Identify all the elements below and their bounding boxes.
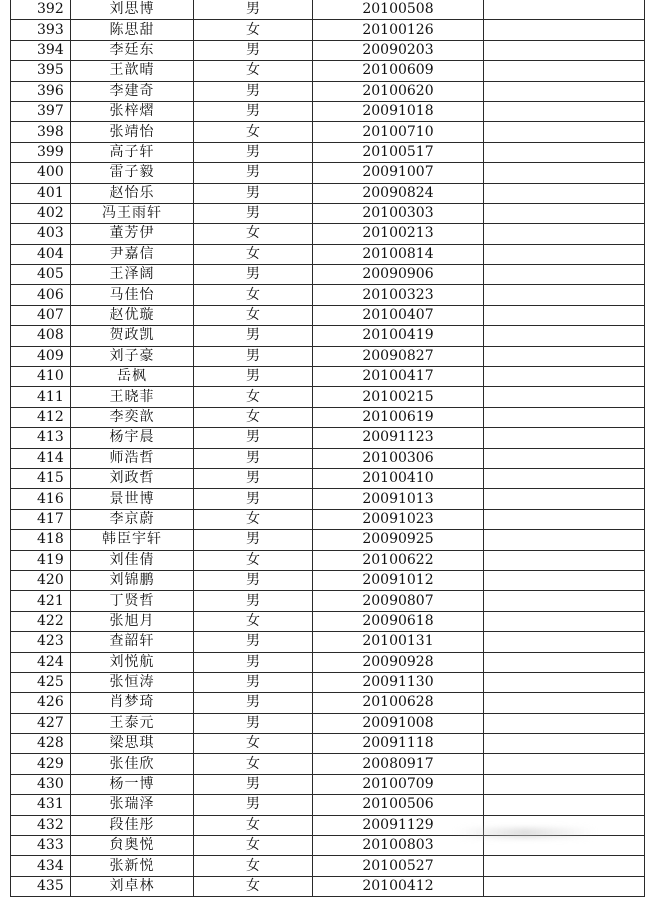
birth-date: 20100126 (313, 20, 484, 40)
table-row (11, 163, 645, 183)
student-gender: 女 (194, 876, 313, 896)
row-number: 417 (11, 509, 71, 529)
table-row (11, 101, 645, 121)
student-gender: 女 (194, 387, 313, 407)
empty-cell (484, 367, 645, 387)
birth-date: 20100609 (313, 61, 484, 81)
table-row (11, 122, 645, 142)
student-gender: 女 (194, 407, 313, 427)
empty-cell (484, 774, 645, 794)
empty-cell (484, 81, 645, 101)
birth-date: 20100710 (313, 122, 484, 142)
student-gender: 男 (194, 40, 313, 60)
empty-cell (484, 244, 645, 264)
empty-cell (484, 795, 645, 815)
empty-cell (484, 489, 645, 509)
birth-date: 20090824 (313, 183, 484, 203)
row-number: 429 (11, 754, 71, 774)
empty-cell (484, 836, 645, 856)
table-row (11, 203, 645, 223)
student-name: 刘政哲 (71, 468, 194, 488)
student-gender: 女 (194, 550, 313, 570)
birth-date: 20091023 (313, 509, 484, 529)
empty-cell (484, 448, 645, 468)
student-name: 丁贤哲 (71, 591, 194, 611)
row-number: 396 (11, 81, 71, 101)
table-row (11, 836, 645, 856)
row-number: 409 (11, 346, 71, 366)
row-number: 408 (11, 326, 71, 346)
row-number: 418 (11, 530, 71, 550)
table-row (11, 734, 645, 754)
empty-cell (484, 326, 645, 346)
student-name: 贠奥悦 (71, 836, 194, 856)
birth-date: 20091118 (313, 734, 484, 754)
student-name: 岳枫 (71, 367, 194, 387)
student-gender: 男 (194, 142, 313, 162)
empty-cell (484, 652, 645, 672)
row-number: 434 (11, 856, 71, 876)
row-number: 395 (11, 61, 71, 81)
row-number: 414 (11, 448, 71, 468)
birth-date: 20100215 (313, 387, 484, 407)
table-row (11, 387, 645, 407)
empty-cell (484, 387, 645, 407)
student-gender: 男 (194, 774, 313, 794)
birth-date: 20090203 (313, 40, 484, 60)
row-number: 432 (11, 815, 71, 835)
student-gender: 男 (194, 448, 313, 468)
birth-date: 20080917 (313, 754, 484, 774)
row-number: 410 (11, 367, 71, 387)
student-gender: 女 (194, 856, 313, 876)
birth-date: 20090906 (313, 265, 484, 285)
row-number: 393 (11, 20, 71, 40)
student-gender: 男 (194, 265, 313, 285)
row-number: 422 (11, 611, 71, 631)
student-name: 刘悦航 (71, 652, 194, 672)
student-name: 张瑞泽 (71, 795, 194, 815)
birth-date: 20100517 (313, 142, 484, 162)
student-name: 高子轩 (71, 142, 194, 162)
student-gender: 男 (194, 101, 313, 121)
student-gender: 男 (194, 672, 313, 692)
table-row (11, 40, 645, 60)
birth-date: 20090925 (313, 530, 484, 550)
student-gender: 男 (194, 713, 313, 733)
birth-date: 20100412 (313, 876, 484, 896)
birth-date: 20100419 (313, 326, 484, 346)
birth-date: 20091130 (313, 672, 484, 692)
row-number: 416 (11, 489, 71, 509)
empty-cell (484, 183, 645, 203)
student-name: 李廷东 (71, 40, 194, 60)
empty-cell (484, 20, 645, 40)
row-number: 424 (11, 652, 71, 672)
empty-cell (484, 285, 645, 305)
empty-cell (484, 856, 645, 876)
student-gender: 女 (194, 509, 313, 529)
empty-cell (484, 530, 645, 550)
student-gender: 男 (194, 795, 313, 815)
row-number: 412 (11, 407, 71, 427)
row-number: 421 (11, 591, 71, 611)
table-row (11, 61, 645, 81)
student-name: 李建奇 (71, 81, 194, 101)
birth-date: 20091018 (313, 101, 484, 121)
student-name: 查韶轩 (71, 632, 194, 652)
birth-date: 20090827 (313, 346, 484, 366)
birth-date: 20100306 (313, 448, 484, 468)
student-name: 王泰元 (71, 713, 194, 733)
student-name: 贺政凯 (71, 326, 194, 346)
empty-cell (484, 672, 645, 692)
table-row (11, 754, 645, 774)
table-row (11, 774, 645, 794)
student-gender: 男 (194, 652, 313, 672)
table-row (11, 285, 645, 305)
empty-cell (484, 40, 645, 60)
table-row (11, 570, 645, 590)
empty-cell (484, 713, 645, 733)
student-name: 张佳欣 (71, 754, 194, 774)
student-gender: 男 (194, 183, 313, 203)
student-name: 张恒涛 (71, 672, 194, 692)
row-number: 397 (11, 101, 71, 121)
student-name: 赵怡乐 (71, 183, 194, 203)
birth-date: 20100709 (313, 774, 484, 794)
row-number: 404 (11, 244, 71, 264)
row-number: 399 (11, 142, 71, 162)
student-name: 刘锦鹏 (71, 570, 194, 590)
student-gender: 男 (194, 632, 313, 652)
birth-date: 20100303 (313, 203, 484, 223)
student-gender: 女 (194, 611, 313, 631)
table-row (11, 611, 645, 631)
student-name: 赵优璇 (71, 305, 194, 325)
student-gender: 男 (194, 203, 313, 223)
row-number: 423 (11, 632, 71, 652)
birth-date: 20100527 (313, 856, 484, 876)
table-row (11, 448, 645, 468)
birth-date: 20100410 (313, 468, 484, 488)
empty-cell (484, 632, 645, 652)
table-row (11, 856, 645, 876)
row-number: 425 (11, 672, 71, 692)
birth-date: 20100622 (313, 550, 484, 570)
table-row (11, 530, 645, 550)
empty-cell (484, 122, 645, 142)
student-name: 刘思博 (71, 0, 194, 20)
student-name: 刘卓林 (71, 876, 194, 896)
table-row (11, 244, 645, 264)
student-gender: 女 (194, 754, 313, 774)
student-gender: 男 (194, 81, 313, 101)
birth-date: 20100619 (313, 407, 484, 427)
student-gender: 男 (194, 163, 313, 183)
table-row (11, 305, 645, 325)
student-name: 刘佳倩 (71, 550, 194, 570)
row-number: 405 (11, 265, 71, 285)
student-gender: 男 (194, 489, 313, 509)
row-number: 403 (11, 224, 71, 244)
table-row (11, 428, 645, 448)
table-row (11, 326, 645, 346)
row-number: 413 (11, 428, 71, 448)
birth-date: 20100628 (313, 693, 484, 713)
row-number: 419 (11, 550, 71, 570)
empty-cell (484, 570, 645, 590)
student-gender: 女 (194, 61, 313, 81)
birth-date: 20090618 (313, 611, 484, 631)
student-gender: 男 (194, 326, 313, 346)
student-name: 杨一博 (71, 774, 194, 794)
row-number: 431 (11, 795, 71, 815)
empty-cell (484, 163, 645, 183)
student-name: 李奕歆 (71, 407, 194, 427)
row-number: 428 (11, 734, 71, 754)
student-name: 肖梦琦 (71, 693, 194, 713)
table-row (11, 346, 645, 366)
row-number: 407 (11, 305, 71, 325)
student-gender: 女 (194, 734, 313, 754)
student-name: 冯王雨轩 (71, 203, 194, 223)
birth-date: 20100506 (313, 795, 484, 815)
row-number: 430 (11, 774, 71, 794)
table-row (11, 713, 645, 733)
student-gender: 男 (194, 693, 313, 713)
student-gender: 女 (194, 244, 313, 264)
empty-cell (484, 224, 645, 244)
birth-date: 20100323 (313, 285, 484, 305)
student-gender: 男 (194, 591, 313, 611)
empty-cell (484, 265, 645, 285)
empty-cell (484, 203, 645, 223)
student-name: 雷子毅 (71, 163, 194, 183)
birth-date: 20091007 (313, 163, 484, 183)
table-row (11, 142, 645, 162)
table-row (11, 795, 645, 815)
roster-body (11, 0, 645, 897)
birth-date: 20091129 (313, 815, 484, 835)
student-name: 张新悦 (71, 856, 194, 876)
student-name: 张旭月 (71, 611, 194, 631)
student-name: 景世博 (71, 489, 194, 509)
table-row (11, 265, 645, 285)
row-number: 406 (11, 285, 71, 305)
table-row (11, 693, 645, 713)
table-row (11, 550, 645, 570)
table-row (11, 591, 645, 611)
row-number: 402 (11, 203, 71, 223)
watermark-smudge (455, 828, 595, 838)
student-gender: 女 (194, 305, 313, 325)
table-row (11, 468, 645, 488)
birth-date: 20100407 (313, 305, 484, 325)
empty-cell (484, 754, 645, 774)
student-name: 马佳怡 (71, 285, 194, 305)
table-row (11, 489, 645, 509)
table-row (11, 509, 645, 529)
student-name: 尹嘉信 (71, 244, 194, 264)
birth-date: 20100131 (313, 632, 484, 652)
birth-date: 20091123 (313, 428, 484, 448)
table-row (11, 224, 645, 244)
birth-date: 20100814 (313, 244, 484, 264)
birth-date: 20100417 (313, 367, 484, 387)
row-number: 411 (11, 387, 71, 407)
student-name: 王歆晴 (71, 61, 194, 81)
empty-cell (484, 468, 645, 488)
student-gender: 男 (194, 570, 313, 590)
empty-cell (484, 591, 645, 611)
student-gender: 女 (194, 815, 313, 835)
empty-cell (484, 428, 645, 448)
row-number: 433 (11, 836, 71, 856)
student-name: 董芳伊 (71, 224, 194, 244)
student-name: 王晓菲 (71, 387, 194, 407)
row-number: 435 (11, 876, 71, 896)
table-row (11, 183, 645, 203)
student-name: 刘子豪 (71, 346, 194, 366)
table-row (11, 407, 645, 427)
birth-date: 20091013 (313, 489, 484, 509)
student-name: 师浩哲 (71, 448, 194, 468)
student-gender: 男 (194, 428, 313, 448)
table-row (11, 20, 645, 40)
table-row (11, 672, 645, 692)
student-gender: 男 (194, 530, 313, 550)
student-name: 杨宇晨 (71, 428, 194, 448)
empty-cell (484, 305, 645, 325)
student-gender: 男 (194, 468, 313, 488)
student-name: 王泽阔 (71, 265, 194, 285)
row-number: 398 (11, 122, 71, 142)
birth-date: 20100508 (313, 0, 484, 20)
empty-cell (484, 101, 645, 121)
student-gender: 男 (194, 0, 313, 20)
empty-cell (484, 693, 645, 713)
student-name: 梁思琪 (71, 734, 194, 754)
student-name: 李京蔚 (71, 509, 194, 529)
empty-cell (484, 509, 645, 529)
empty-cell (484, 876, 645, 896)
birth-date: 20100213 (313, 224, 484, 244)
row-number: 394 (11, 40, 71, 60)
student-gender: 女 (194, 224, 313, 244)
student-gender: 女 (194, 285, 313, 305)
student-name: 段佳彤 (71, 815, 194, 835)
row-number: 415 (11, 468, 71, 488)
empty-cell (484, 407, 645, 427)
empty-cell (484, 142, 645, 162)
birth-date: 20090807 (313, 591, 484, 611)
empty-cell (484, 61, 645, 81)
empty-cell (484, 0, 645, 20)
student-name: 张靖怡 (71, 122, 194, 142)
empty-cell (484, 734, 645, 754)
birth-date: 20091008 (313, 713, 484, 733)
row-number: 401 (11, 183, 71, 203)
table-row (11, 652, 645, 672)
row-number: 426 (11, 693, 71, 713)
empty-cell (484, 611, 645, 631)
row-number: 400 (11, 163, 71, 183)
student-gender: 女 (194, 20, 313, 40)
table-row (11, 0, 645, 20)
student-name: 陈思甜 (71, 20, 194, 40)
birth-date: 20100620 (313, 81, 484, 101)
row-number: 427 (11, 713, 71, 733)
row-number: 392 (11, 0, 71, 20)
birth-date: 20100803 (313, 836, 484, 856)
student-gender: 男 (194, 367, 313, 387)
table-row (11, 367, 645, 387)
student-roster-table (10, 0, 645, 897)
row-number: 420 (11, 570, 71, 590)
table-row (11, 81, 645, 101)
student-name: 韩臣宇轩 (71, 530, 194, 550)
student-gender: 女 (194, 836, 313, 856)
empty-cell (484, 550, 645, 570)
birth-date: 20090928 (313, 652, 484, 672)
table-row (11, 632, 645, 652)
empty-cell (484, 346, 645, 366)
birth-date: 20091012 (313, 570, 484, 590)
table-row (11, 876, 645, 896)
student-gender: 男 (194, 346, 313, 366)
student-name: 张梓熠 (71, 101, 194, 121)
student-gender: 女 (194, 122, 313, 142)
